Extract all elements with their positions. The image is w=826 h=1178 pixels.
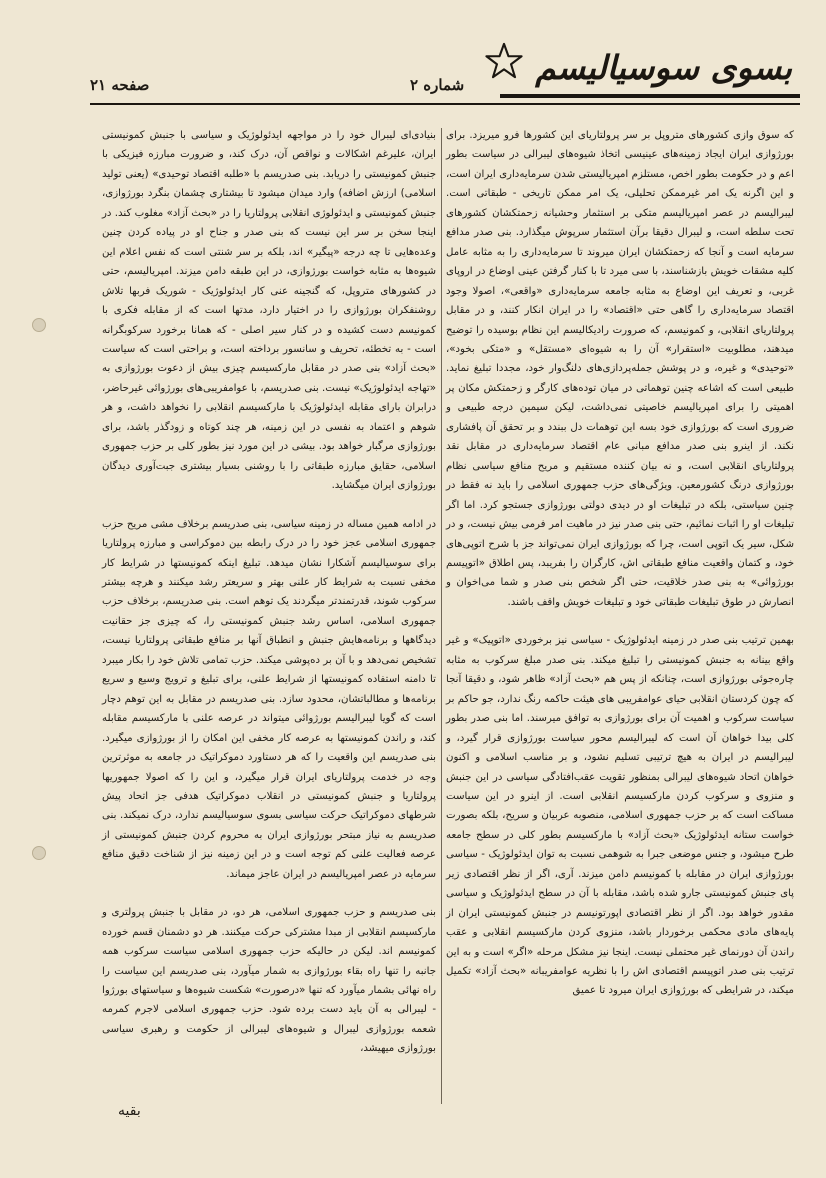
masthead-underline: [500, 94, 800, 98]
punch-hole: [32, 846, 46, 860]
issue-number: شماره ۲: [410, 76, 465, 94]
masthead-title: بسوی سوسیالیسم: [535, 48, 792, 87]
paragraph: بنی صدریسم و حزب جمهوری اسلامی، هر دو، در مقابل با جنبش پرولتری و مارکسیسم انقلابی از مبدا مشترکی حرکت میکنند. هر دو دشمنان قسم خورده کمونیسم اند. لیکن در حالیکه حزب جمهوری اسلامی سیاست سرکوب همه جانبه را تنها راه بقاء بورژوازی به شمار میآورد، بنی صدریسم این سیاست را راه نهائی بشمار میآورد که تنها «درصورت» شکست شیوه‌ها و سیاستهای بورژوا - لیبرالی به آن باید دست برده شود. حزب جمهوری اسلامی لاجرم کمرمه شعمه بورژوازی لیبرال و شیوه‌های لیبرالی از حکومت و رهبری سیاسی بورژوازی میهیشد،: [102, 907, 436, 1055]
star-icon: [485, 42, 523, 80]
paragraph: بهمین ترتیب بنی صدر در زمینه ایدئولوژیک - سیاسی نیز برخوردی «اتوپیک» و غیر واقع بینانه به جنبش کمونیستی را تبلیغ میکند. بنی صدر مبلغ سرکوب به مثابه چاره‌جوئی بورژوازی است، چنانکه از پس هم «بحث آزاد» ظاهر شود، و دقیقا آنجا که چون کردستان انقلابی حیای عوامفریبی های هیئت حاکمه رنگ ندارد، جو حاکم بر سیاست سرکوب و اهمیت آن برای بورژوازی به توافق میرسند. اما بنی صدر بطور کلی بیدا خواهان آن است که لیبرالیسم محور سیاست بورژوازی قرار گیرد، و لیبرالیسم در ایران به هیچ ترتیبی تسلیم نشود، و بر مناسب اسلامی و اکنون خواهان اتحاد شیوه‌های لیبرالی بمنظور تقویت عقب‌افتادگی سیاسی در این جنبش و منزوی و سرکوب کردن مارکسیسم انقلابی است. از اینرو در این سیاست مساکت است که بر حزب جمهوری اسلامی، منصوبه عربیان و سریح، بلکه بصورت خواست ستانه ایدئولوژیک «بحث آزاد» با مارکسیسم بطور کلی در سطح جامعه طرح میشود، و جنس موضعی جبرا به شوهمی نسبت به توان ایدئولوژیک - سیاسی بورژوازی ایران در مقابله با کمونیسم دامن میزند. آری، اگر از نظر اقتصادی زیر پای جنبش کمونیستی جارو شده باشد، مقابله با آن در سطح ایدئولوژیک و سیاسی مقدور خواهد بود. اگر از نظر اقتصادی اپورتونیسم در جنبش کمونیستی ایران از پایه‌های مادی محکمی برخوردار باشد، منزوی کردن مارکسیسم انقلابی و عقب راندن آن دورنمای غیر محتملی نیست. اینجا نیز مشکل مرحله «اگر» است و به این ترتیب بنی صدر اتوپیسم اقتصادی اش را با نظریه عوامفریبانه «بحث آزاد» تکمیل میکند، در شرایطی که بورژوازی ایران میرود تا عمیق: [446, 635, 794, 997]
binder-holes: [32, 0, 46, 1178]
paragraph: که سوق وازی کشورهای متروپل بر سر پرولتاریای این کشورها فرو میریزد. برای بورژوازی ایران ایجاد زمینه‌های عینیسی اتخاذ شیوه‌های لیبرالی در سیاست بطور اعم و در حکومت بطور اخص، مستلزم امپریالیستی شدن سرمایه‌داری ایران است، و این اگرنه یک امر غیرممکن تحلیلی، یک امر ممکن تاریخی - طبقاتی است. لیبرالیسم در عصر امپریالیسم متکی بر استثمار وحشیانه زحمتکشان کشورهای تحت سلطه است، و لیبرال دقیقا برآن استثمار سرپوش میگذارد. بنی صدر مدافع سرمایه است و آنجا که زحمتکشان ایران میروند تا سرمایه‌داری را به مثابه عامل کلیه مشقات خویش بازشناسند، با سی میرد تا با کنار گرفتن عینی اوضاع در اروپای غربی، و تعریف این اوضاع به مثابه جامعه سرمایه‌داری «واقعی»، اصولا وجود اقتصاد سرمایه‌داری را گاهی حتی «اقتصاد» را در ایران انکار کنند، و در مقابل پرولتاریای انقلابی، و کمونیسم، که صرورت رادیکالیسم این نظام بوسیده را توضیح میدهند، مطلوبیت «استقرار» آن را به شیوه‌ای «مستقل» و «متکی بخود»، «توحیدی» و غیره، و در پوشش جمله‌پردازی‌های دلنگ‌وار خود، مجددا تبلیغ نماید. طبیعی است که اشاعه چنین توهماتی در میان توده‌های کارگر و زحمتکش مکان پر اهمیتی را برای امپریالیسم خاصیتی نمی‌داشت، لیکن سیمین درجه طبیعی و ضروری است که بورژوازی خود بسه این توهمات دل ببندد و بر تحقق آن پافشاری نکند. از اینرو بنی صدر مدافع مبانی عام اقتصاد سرمایه‌داری در مقابل نقد پرولتاریای انقلابی است، و نه بیان کننده مستقیم و مریح منافع سیاسی نظام بورژوازی درنگ کشورمعین. ویژگی‌های حزب جمهوری اسلامی را باید نه فقط در چنین سیاستی، بلکه در تبلیغات او در دیدی دولتی بورژوازی جستجو کرد. اما اگر تبلیغات او را اثبات نمائیم، حتی بنی صدر نیز در ماهیت امر فرمی بیش نیست، و در شکل، سیر یک اتوپی است، چرا که بورژوازی ایران نمی‌تواند جز با شرح اتوپی‌های خود، و کتمان واقعیت منافع طبقاتی اش، کارگران را بفریبد، پس اطلاق «اتوپیسم بورژوائی» به بنی صدر خلاقیت، حتی اگر شخص بنی صدر و شما می‌اخوان و انصارش در طوق تبلیغات طبقاتی خود و تبلیغات خویش واقف باشند.: [446, 130, 794, 608]
left-column: [102, 126, 436, 1059]
continued-mark: بقیه: [118, 1103, 141, 1119]
header-rule: [90, 103, 800, 105]
paragraph: در ادامه همین مساله در زمینه سیاسی، بنی صدریسم برخلاف مشی مریح حزب جمهوری اسلامی عجز خود را در درک رابطه بین دموکراسی و مبارزه پرولتاریا برای سوسیالیسم آشکارا نشان میدهد. تبلیغ اینکه کمونیستها در شرایط کار مخفی نسبت به شرایط کار علنی بهتر و سریعتر رشد میکنند و هرچه بیشتر سرکوب شوند، قدرتمندتر میگردند یک توهم است. بنی صدریسم، برخلاف حزب جمهوری اسلامی، اساس رشد جنبش کمونیستی را، که چیزی جز حقانیت دیدگاهها و برنامه‌هایش جنبش و انطباق آنها بر منافع طبقاتی پرولتاریا نیست، تشخیص نمی‌دهد و با آن بر ده‌پوشی میکند. حزب تمامی تلاش خود را بکار میبرد تا دامنه استفاده کمونیستها از شرایط علنی، برای تبلیغ و ترویج وسیع و سریع برنامه‌ها و مطالباتشان، محدود سازد. بنی صدریسم در مقابل به این توهم دچار است که گویا لیبرالیسم بورژوائی میتواند در عرصه علنی با مارکسیسم مقابله کند، و راندن کمونیستها به عرصه کار مخفی این امکان را از بورژوازی میگیرد. بنی صدریسم این واقعیت را که هر دستاورد دموکراتیک در جامعه به موثرترین وجه در خدمت پرولتاریای ایران قرار میگیرد، و این را که اصولا جمهوریها پرولتاریا و جنبش کمونیستی در انقلاب دموکراتیک هدفی جز اتحاد پیش شرطهای دموکراتیک حرکت سیاسی بسوی سوسیالیسم ندارد، درک نمیکند. بنی صدریسم به نیاز مبتحر بورژوازی ایران به محروم کردن جنبش کمونیستی از عرصه فعالیت علنی کم توجه است و در این زمینه نیز از شناخت دقیق منافع سرمایه در عصر امپریالیسم در ایران عاجز میماند.: [102, 518, 436, 880]
right-column: [446, 126, 794, 1001]
punch-hole: [32, 318, 46, 332]
page-number: صفحه ۲۱: [90, 76, 150, 94]
paragraph: بنیادی‌ای لیبرال خود را در مواجهه ایدئولوژیک و سیاسی با جنبش کمونیستی ایران، علیرغم اشکالات و نواقص آن، درک کند، و ضرورت مبارزه فیزیکی با جنبش کمونیستی را دریابد. بنی صدریسم با «طلبه اقتصاد توحیدی» (یعنی تولید اسلامی) ارزش اضافه) وارد میدان میشود تا بیشتاری چشمان بنگرد بورژوازی، جنبش کمونیستی و ایدئولوژی انقلابی پرولتاریا را در «بحث آزاد» مغلوب کند. در اینجا سخن بر سر این نیست که بنی صدر و جناح او در پیاده کردن چنین وعده‌هایی تا چه درجه «پیگیر» اند، بلکه بر سر شنتی است که نفس اعلام این شیوه‌ها به مثابه خواست بورژوازی، در این طبقه دامن میزند. امپریالیسم، حتی در کشورهای متروپل، که گنجینه عنی کار ایدئولوژیک - شوریک فربها تلاش روشنفکران بورژوازی را در اختیار دارد، مدتها است که از مقابله فکری با کمونیسم دست کشیده و در کنار سیر اصلی - که همانا برخورد سرکوبگرانه است - به تخطئه، تحریف و سانسور برداخته است، و براحتی است که سیاست «بحث آزاد» بنی صدر در مقابل مارکسیسم چیزی بیش از دعوت بورژوازی به «تهاجه ایدئولوژیک» نیست. بنی صدریسم، با عوامفریبی‌های بورژوائی غیرحاضر، درابران بارای مقابله ایدئولوژیک با مارکسیسم انقلابی را نخواهد داشت، و هر شوهم و اعتماد به نفسی در این زمینه، هر چند کوتاه و زودگذر باشد، برای بورژوازی مرگبار خواهد بود. بیشی در این مورد نیز بطور کلی بر حزب جمهوری اسلامی، حقایق مبارزه طبقاتی را با روشنی بسیار بیشتری جبت‌آوری دیدگان بورژوازی ایران میگشاید.: [102, 130, 436, 492]
column-divider: [441, 128, 442, 1104]
